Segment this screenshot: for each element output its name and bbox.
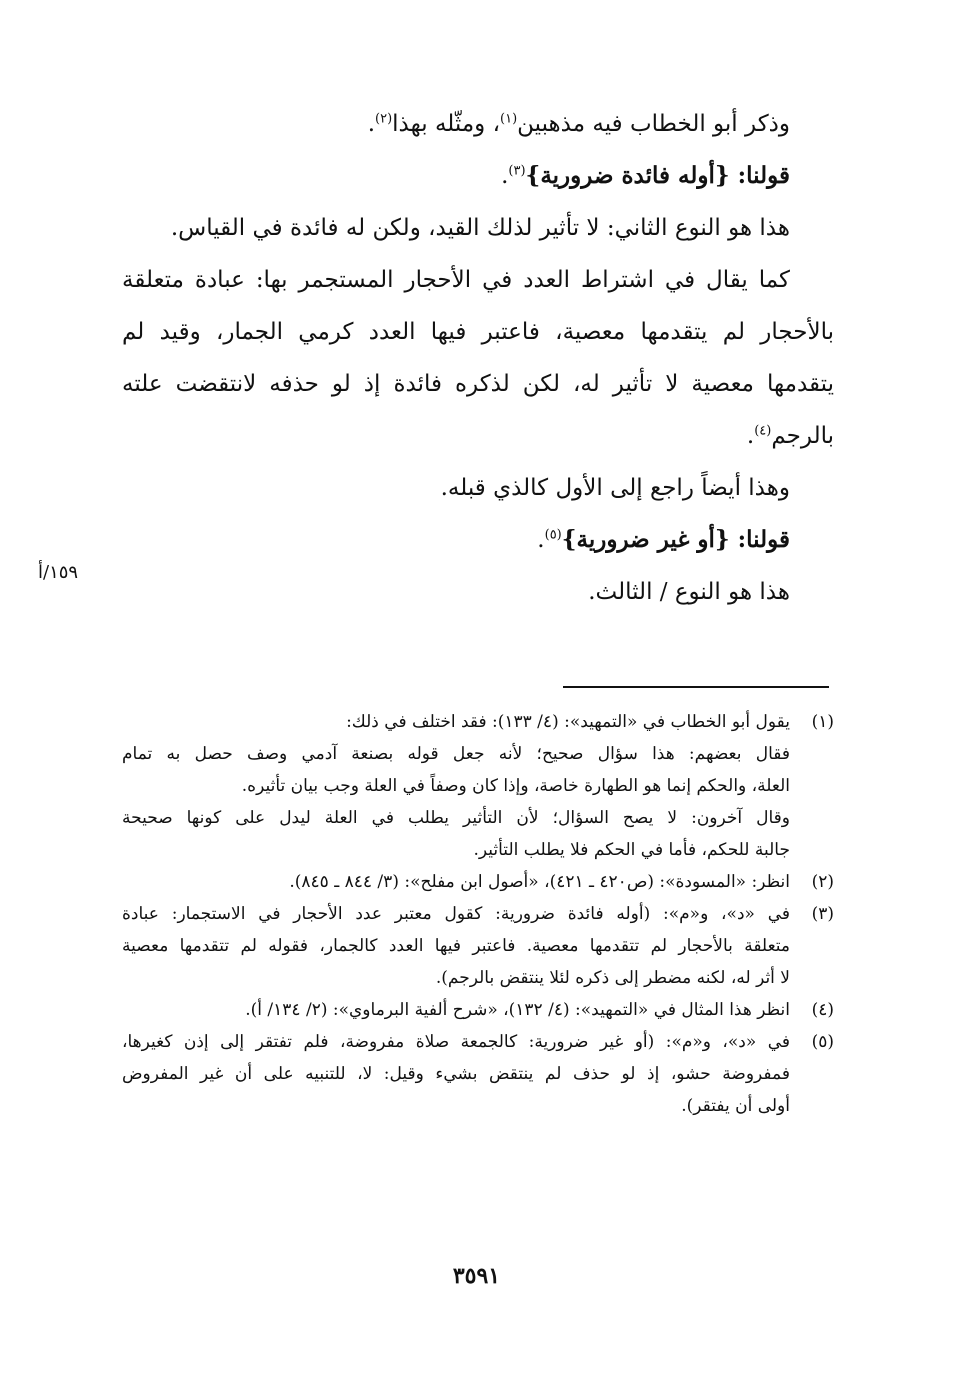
footnote-5 [122, 1026, 834, 1122]
footnote-line: فمفروضة حشو، إذ لو حذف لم ينتقض بشيء وقيل: لا، للتنبيه على أن غير المفروض [122, 1064, 790, 1084]
line-end: . [537, 527, 545, 553]
text-line-2 [122, 150, 834, 202]
footnote-line: انظر هذا المثال في «التمهيد»: (٤/ ١٣٢)، «شرح ألفية البرماوي»: (٢/ ١٣٤/ أ). [245, 1000, 790, 1020]
footnote-number: (٤) [811, 1000, 834, 1020]
line-text: هذا هو النوع / الثالث. [588, 579, 790, 605]
footnote-line: أولى أن يفتقر). [681, 1096, 790, 1116]
text-line-3 [122, 202, 834, 254]
line-text: ، ومثّله بهذا [392, 111, 500, 137]
footnote-line: العلة، والحكم إنما هو الطهارة خاصة، وإذا كان وصفاً في العلة وجب بيان تأثيره. [241, 776, 790, 796]
footnote-line: يقول أبو الخطاب في «التمهيد»: (٤/ ١٣٣): فقد اختلف في ذلك: [346, 712, 790, 732]
footnote-1 [122, 706, 834, 866]
footnote-ref-5[interactable]: (٥) [544, 527, 562, 543]
footnote-ref-1[interactable]: (١) [500, 111, 518, 127]
text-line-5 [122, 306, 834, 358]
footnote-line: متعلقة بالأحجار لم تتقدمها معصية. فاعتبر فيها العدد كالجمار، فقوله لم تتقدمها معصية [122, 936, 790, 956]
text-line-4 [122, 254, 834, 306]
footnote-body [122, 866, 790, 898]
footnote-line: انظر: «المسودة»: (ص٤٢٠ ـ ٤٢١)، «أصول ابن مفلح»: (٣/ ٨٤٤ ـ ٨٤٥). [289, 872, 790, 892]
line-end: . [367, 111, 376, 137]
footnote-line: في «د»، و«م»: (أوله فائدة ضرورية: كقول معتبر عدد الأحجار في الاستجمار: عبادة [122, 904, 790, 924]
text-line-9 [122, 514, 834, 566]
footnote-body [122, 706, 790, 866]
line-end: . [746, 423, 755, 449]
heading-quote: قولنا: {أوله فائدة ضرورية} [525, 162, 790, 189]
footnote-body [122, 898, 790, 994]
footnote-ref-3[interactable]: (٣) [508, 163, 526, 179]
footnote-2 [122, 866, 834, 898]
footnote-number: (٥) [811, 1032, 834, 1052]
page-number: ٣٥٩١ [452, 1263, 501, 1289]
footnote-number: (٢) [811, 872, 834, 892]
text-line-7 [122, 410, 834, 462]
line-text: بالأحجار لم يتقدمها معصية، فاعتبر فيها العدد كرمي الجمار، وقيد لم [122, 319, 834, 345]
heading-quote: قولنا: {أو غير ضرورية} [561, 526, 790, 553]
footnote-line: لا أثر له، لكنه مضطر إلى ذكره لئلا ينتقض بالرجم). [435, 968, 790, 988]
footnote-4 [122, 994, 834, 1026]
manuscript-folio-note: ١٥٩/أ [38, 562, 79, 583]
footnote-line: وقال آخرون: لا يصح السؤال؛ لأن التأثير يطلب في العلة ليدل على كونها صحيحة [122, 808, 790, 828]
line-text: يتقدمها معصية لا تأثير له، لكن لذكره فائدة إذ لو حذفه لانتقضت علته [122, 371, 834, 397]
footnote-separator [563, 686, 829, 688]
text-line-10 [122, 566, 834, 618]
text-line-8 [122, 462, 834, 514]
footnote-3 [122, 898, 834, 994]
footnote-number: (١) [811, 712, 834, 732]
line-text: وهذا أيضاً راجع إلى الأول كالذي قبله. [440, 475, 790, 501]
footnote-body [122, 994, 790, 1026]
footnote-number: (٣) [811, 904, 834, 924]
main-text [122, 98, 834, 618]
line-text: كما يقال في اشتراط العدد في الأحجار المستجمر بها: عبادة متعلقة [122, 267, 790, 293]
text-line-1 [122, 98, 834, 150]
text-line-6 [122, 358, 834, 410]
line-end: . [501, 163, 509, 189]
footnote-line: جالبة للحكم، فأما في الحكم فلا يطلب التأثير. [473, 840, 790, 860]
footnote-line: في «د»، و«م»: (أو غير ضرورية: كالجمعة صلاة مفروضة، فلم تفتقر إلى إذن كغيرها، [122, 1032, 790, 1052]
line-text: وذكر أبو الخطاب فيه مذهبين [517, 111, 790, 137]
footnote-ref-4[interactable]: (٤) [754, 423, 772, 439]
line-text: هذا هو النوع الثاني: لا تأثير لذلك القيد، ولكن له فائدة في القياس. [170, 215, 790, 241]
footnote-body [122, 1026, 790, 1122]
footnote-line: فقال بعضهم: هذا سؤال صحيح؛ لأنه جعل قوله بصنعة آدمي وصف حصل به تمام [122, 744, 790, 764]
footnotes [122, 706, 834, 1122]
line-text: بالرجم [771, 423, 834, 449]
footnote-ref-2[interactable]: (٢) [375, 111, 393, 127]
